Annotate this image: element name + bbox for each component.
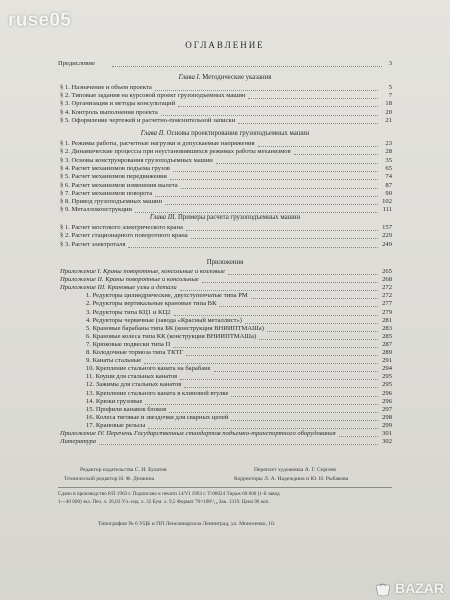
toc-entry-label: § 2. Расчет стационарного поворотного крана xyxy=(60,232,188,240)
toc-entry-label: 1. Редукторы цилиндрические, двухступенчатые типа РМ xyxy=(86,292,248,300)
toc-entry-label: § 6. Расчет механизмов изменения вылета xyxy=(60,181,178,189)
toc-entry xyxy=(86,365,392,373)
leader-dots xyxy=(216,157,378,164)
toc-entry xyxy=(60,157,392,165)
toc-entry-page: 65 xyxy=(385,164,392,172)
toc-entry xyxy=(60,117,392,125)
toc-entry-page: 28 xyxy=(385,148,392,156)
toc-entry-page: 21 xyxy=(385,116,392,124)
leader-dots xyxy=(180,284,378,291)
credit-cover-artist: Переплет художника А. Г. Сергеев xyxy=(254,467,336,473)
toc-entry xyxy=(60,84,392,92)
toc-entry-label: § 4. Контроль выполнения проекта xyxy=(60,108,158,116)
credit-tech-editor: Технический редактор Н. Ф. Демкина xyxy=(64,476,155,482)
toc-entry xyxy=(60,190,392,198)
chapter-prefix: Глава I. xyxy=(178,74,201,81)
leader-dots xyxy=(178,100,378,107)
toc-entry-label: § 5. Оформление чертежей и расчетно-пояснительной записки xyxy=(60,116,236,124)
toc-entry-label: 15. Профили канавок блоков xyxy=(86,405,167,413)
toc-entry-page: 272 xyxy=(382,292,392,300)
toc-entry-label: 3. Редукторы типа КЦ1 и КЦ2 xyxy=(86,308,171,316)
toc-entry-page: 289 xyxy=(382,349,392,356)
toc-entry-page: 295 xyxy=(382,381,392,389)
toc-entry xyxy=(86,357,392,365)
toc-entry-label: 6. Крановые колеса типа КК (конструкция ВНИИПТМАШа) xyxy=(86,332,257,340)
toc-entry-page: 295 xyxy=(382,373,392,381)
toc-entry-page: 281 xyxy=(382,316,392,324)
toc-entry-label: 13. Крепление стального каната в клиновой втулке xyxy=(86,389,229,397)
toc-entry xyxy=(86,406,392,414)
toc-entry-label: § 2. Динамические процессы при неустановившихся режимах работы механизмов xyxy=(60,148,291,156)
toc-entry-page: 3 xyxy=(388,60,392,67)
toc-entry xyxy=(86,349,392,357)
toc-entry xyxy=(86,309,392,317)
leader-dots xyxy=(180,373,378,380)
toc-entry-page: 287 xyxy=(382,340,392,348)
leader-dots xyxy=(135,206,378,213)
watermark-site: ruse05 xyxy=(8,10,72,31)
divider xyxy=(58,487,392,488)
leader-dots xyxy=(339,430,378,437)
toc-entry-page: 87 xyxy=(385,181,392,189)
toc-entry xyxy=(60,224,392,232)
leader-dots xyxy=(214,365,378,372)
leader-dots xyxy=(155,190,378,197)
toc-entry xyxy=(86,381,392,389)
toc-entry-page: 299 xyxy=(382,421,392,429)
toc-entry-label: Приложение II. Краны поворотные и консольные xyxy=(60,276,199,284)
toc-entry-page: 7 xyxy=(388,92,392,100)
toc-entry-label: § 8. Привод грузоподъемных машин xyxy=(60,198,162,206)
toc-title: ОГЛАВЛЕНИЕ xyxy=(185,40,265,50)
toc-entry xyxy=(60,232,392,240)
toc-entry-label: § 2. Типовые задания на курсовой проект грузоподъемных машин xyxy=(60,92,246,100)
toc-entry xyxy=(86,292,392,300)
toc-entry xyxy=(86,333,392,341)
leader-dots xyxy=(155,84,378,91)
toc-entry xyxy=(86,414,392,422)
chapter-prefix: Глава III. xyxy=(149,214,177,221)
toc-entry-label: Литература xyxy=(60,438,97,446)
credit-correctors: Корректоры Л. А. Надеждина и Ю. Н. Рыбакова xyxy=(234,476,349,482)
toc-entry-label: 17. Крановые рельсы xyxy=(86,421,146,429)
toc-entry-label: § 3. Организация и методы консультаций xyxy=(60,100,176,108)
toc-entry xyxy=(60,198,392,206)
toc-entry xyxy=(86,422,392,430)
toc-entry xyxy=(60,276,392,284)
toc-entry xyxy=(60,182,392,190)
toc-entry-label: Приложение I. Краны поворотные, консольные и козловые xyxy=(60,268,225,275)
toc-entry xyxy=(60,92,392,100)
appendix-heading: Приложения xyxy=(206,259,244,266)
toc-entry xyxy=(86,341,392,349)
leader-dots xyxy=(169,406,378,413)
toc-entry-page: 294 xyxy=(382,365,392,373)
leader-dots xyxy=(165,198,378,205)
toc-entry-page: 296 xyxy=(382,397,392,405)
toc-entry-label: 12. Зажимы для стальных канатов xyxy=(86,381,182,389)
toc-entry-preface xyxy=(58,60,392,68)
toc-entry xyxy=(86,373,392,381)
toc-entry-page: 291 xyxy=(382,357,392,365)
leader-dots xyxy=(231,414,378,421)
chapter-title: Примеры расчета грузоподъемных машин xyxy=(177,214,301,221)
toc-entry-label: § 3. Основы конструирования грузоподъемных машин xyxy=(60,156,213,164)
toc-entry-page: 297 xyxy=(382,405,392,413)
toc-entry-page: 23 xyxy=(385,140,392,147)
toc-entry xyxy=(60,173,392,181)
leader-dots xyxy=(148,422,378,429)
toc-entry xyxy=(60,109,392,117)
toc-entry xyxy=(86,398,392,406)
leader-dots xyxy=(128,241,378,248)
toc-entry xyxy=(60,284,392,292)
toc-entry-label: Приложение IV. Перечень Государственных стандартов подъемно-транспортного оборудования xyxy=(60,430,336,437)
leader-dots xyxy=(173,165,378,172)
leader-dots xyxy=(231,390,378,397)
toc-entry-page: 74 xyxy=(385,173,392,181)
leader-dots xyxy=(144,357,378,364)
leader-dots xyxy=(99,438,378,445)
toc-entry xyxy=(60,438,392,446)
toc-entry-page: 249 xyxy=(382,240,392,248)
leader-dots xyxy=(245,317,378,324)
leader-dots xyxy=(170,173,378,180)
toc-entry-page: 265 xyxy=(382,268,392,275)
toc-entry-label: 10. Крепление стального каната на барабане xyxy=(86,365,211,373)
chapter-prefix: Глава II. xyxy=(140,130,165,137)
toc-entry-page: 111 xyxy=(382,206,392,214)
toc-entry-label: § 9. Металлоконструкции xyxy=(60,206,132,214)
toc-entry xyxy=(86,325,392,333)
leader-dots xyxy=(259,333,378,340)
print-info-line-1: Сдано в производство 8/II 1963 г. Подписано к печати 14/VI 1963 г. Т-08024 Тираж 60 000 (1-й завод xyxy=(58,491,280,497)
chapter-2-heading xyxy=(0,130,450,137)
toc-entry xyxy=(86,390,392,398)
toc-entry-page: 298 xyxy=(382,413,392,421)
toc-entry-label: § 7. Расчет механизмов поворота xyxy=(60,189,153,197)
toc-entry xyxy=(60,140,392,148)
toc-entry xyxy=(60,430,392,438)
leader-dots xyxy=(173,341,378,348)
leader-dots xyxy=(191,232,378,239)
toc-entry-label: 4. Редукторы червячные (завода «Красный металлист») xyxy=(86,316,242,324)
toc-entry xyxy=(60,241,392,249)
toc-entry-label: 7. Крюковые подвески типа П xyxy=(86,340,171,348)
toc-entry-page: 20 xyxy=(385,108,392,116)
toc-entry-page: 272 xyxy=(382,284,392,292)
leader-dots xyxy=(186,224,378,231)
toc-entry-label: § 1. Расчет мостового электрического крана xyxy=(60,224,183,231)
toc-entry xyxy=(60,268,392,276)
chapter-3-heading xyxy=(0,214,450,221)
toc-entry-page: 35 xyxy=(385,156,392,164)
toc-entry-page: 277 xyxy=(382,300,392,308)
toc-entry-page: 90 xyxy=(385,189,392,197)
toc-entry-label: 5. Крановые барабаны типа БК (конструкция ВНИИПТМАШа) xyxy=(86,324,264,332)
toc-entry-label: § 1. Режимы работы, расчетные нагрузки и допускаемые напряжения xyxy=(60,140,255,147)
leader-dots xyxy=(181,182,378,189)
toc-entry-page: 229 xyxy=(382,232,392,240)
credit-editor: Редактор издательства С. И. Булатов xyxy=(80,467,167,473)
leader-dots xyxy=(184,381,378,388)
toc-entry xyxy=(86,317,392,325)
leader-dots xyxy=(251,292,378,299)
chapter-1-heading xyxy=(0,74,450,81)
leader-dots xyxy=(238,117,378,124)
toc-entry-label: Приложение III. Крановые узлы и детали xyxy=(60,284,177,292)
toc-entry-label: 8. Колодочные тормоза типа ТКТГ xyxy=(86,349,184,356)
toc-entry-label: Предисловие xyxy=(58,60,95,67)
print-info-line-2: 1—40 000) экз. Печ. л. 26,03 Уч.-изд. л. 32 Бум. л. 9,5 Формат 70×108¹/₁₆ Зак. 1319. Цена 96 коп. xyxy=(58,499,270,505)
chapter-title: Основы проектирования грузоподъемных машин xyxy=(166,130,310,137)
toc-entry-label: 16. Колеса тяговые и звездочки для сварных цепей xyxy=(86,413,229,421)
toc-entry-page: 18 xyxy=(385,100,392,108)
leader-dots xyxy=(294,148,378,155)
toc-entry-label: § 1. Назначение и объем проекта xyxy=(60,84,152,91)
watermark-brand: BAZAR xyxy=(395,580,444,596)
bazar-logo-icon xyxy=(374,583,392,597)
toc-entry-page: 268 xyxy=(382,276,392,284)
toc-entry-page: 296 xyxy=(382,389,392,397)
toc-entry-label: § 3. Расчет электроталя xyxy=(60,240,126,248)
toc-entry xyxy=(60,165,392,173)
toc-entry-page: 279 xyxy=(382,308,392,316)
toc-entry-label: 14. Крюки грузовые xyxy=(86,397,143,405)
leader-dots xyxy=(174,309,378,316)
leader-dots xyxy=(258,140,378,147)
toc-entry-page: 285 xyxy=(382,332,392,340)
toc-entry-label: 2. Редукторы вертикальные крановые типа ВК xyxy=(86,300,217,308)
toc-entry xyxy=(86,300,392,308)
toc-entry-page: 302 xyxy=(382,438,392,446)
toc-entry-label: § 4. Расчет механизмов подъема грузов xyxy=(60,164,170,172)
leader-dots xyxy=(267,325,378,332)
typography-line: Типография № 6 УЦБ и ПП Ленсовнархоза Ленинград, ул. Моисеенко, 10. xyxy=(98,521,276,527)
leader-dots xyxy=(219,300,378,307)
toc-entry-page: 301 xyxy=(382,430,392,437)
toc-entry xyxy=(60,100,392,108)
toc-entry-label: 11. Коуши для стальных канатов xyxy=(86,373,178,381)
leader-dots xyxy=(248,92,378,99)
toc-entry-page: 102 xyxy=(382,198,392,206)
toc-entry-page: 283 xyxy=(382,324,392,332)
leader-dots xyxy=(145,398,378,405)
toc-entry-label: § 5. Расчет механизмов передвижения xyxy=(60,173,167,181)
toc-entry xyxy=(60,148,392,156)
chapter-title: Методические указания xyxy=(202,74,272,81)
toc-entry-page: 5 xyxy=(388,84,392,91)
toc-entry-page: 157 xyxy=(382,224,392,231)
leader-dots xyxy=(186,349,378,356)
leader-dots xyxy=(228,268,378,275)
leader-dots xyxy=(202,276,378,283)
leader-dots xyxy=(161,109,378,116)
toc-entry-label: 9. Канаты стальные xyxy=(86,357,142,365)
